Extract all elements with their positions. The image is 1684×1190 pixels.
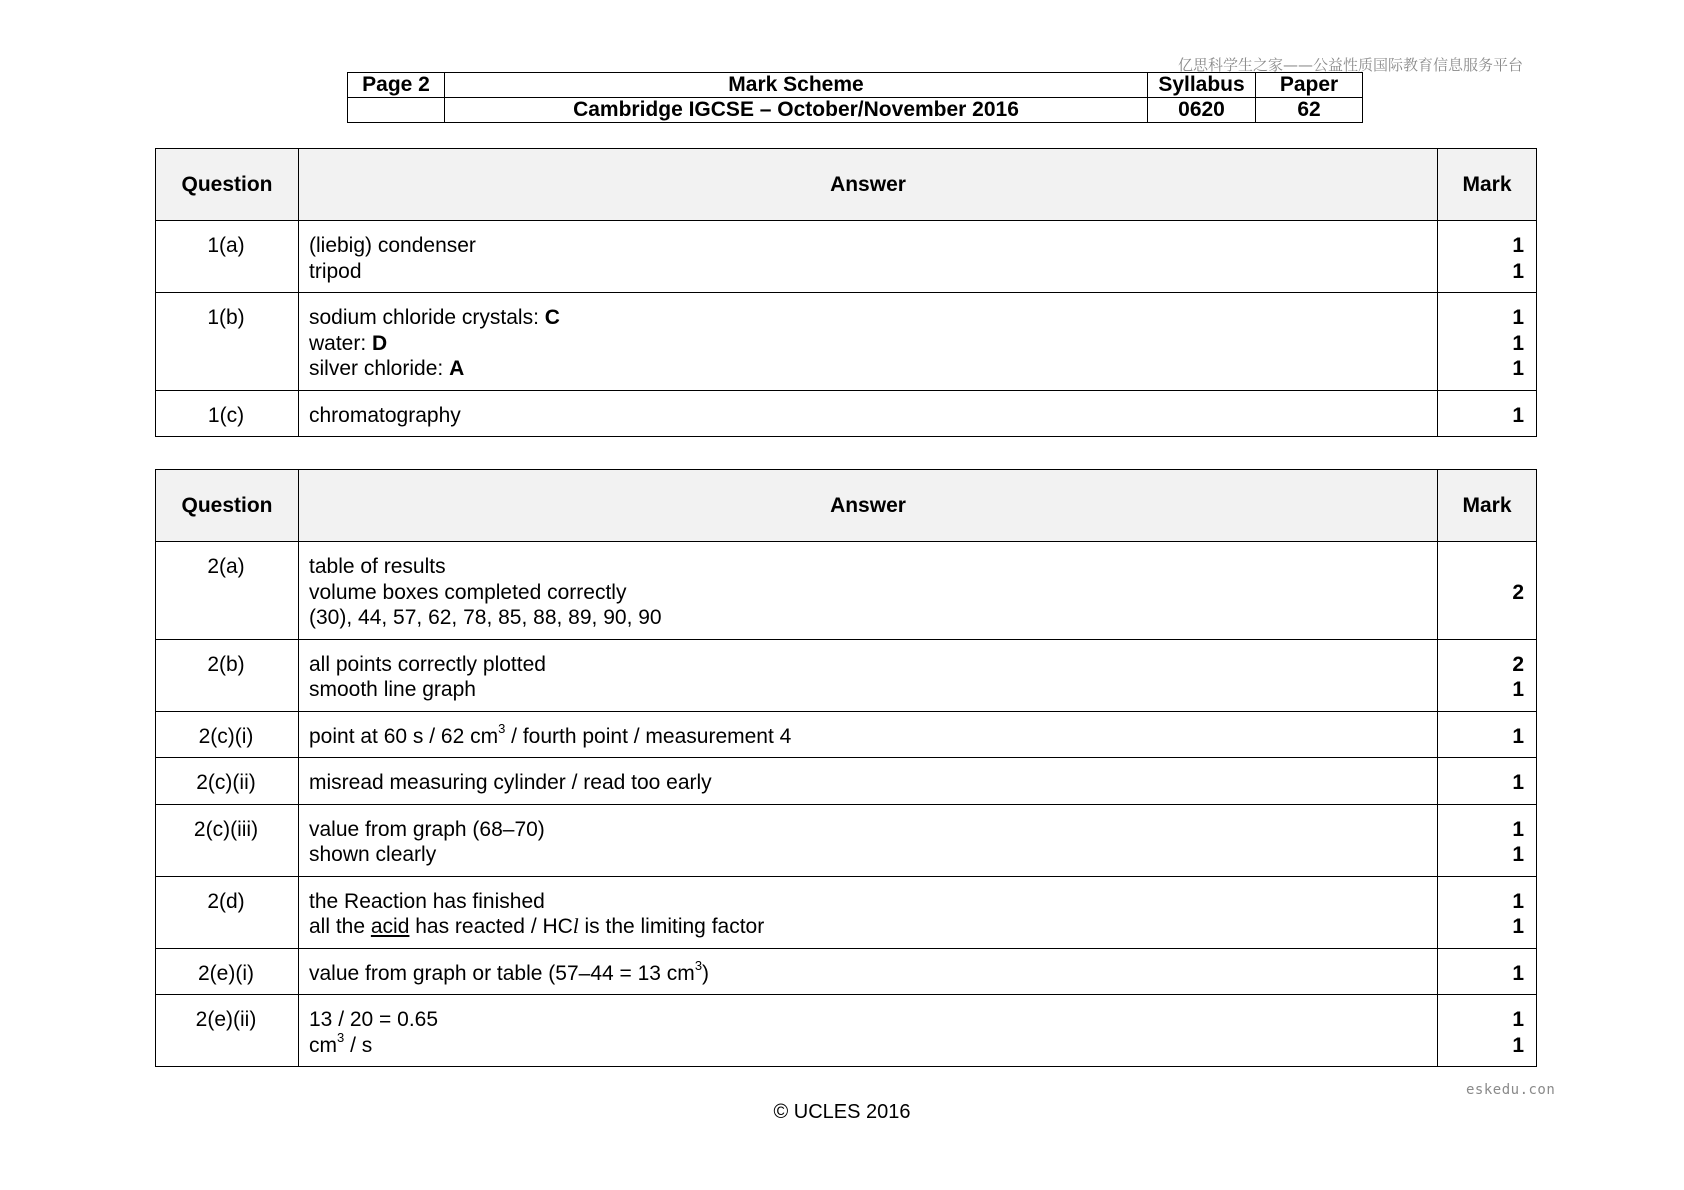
watermark-bottom: eskedu.con [1466,1082,1556,1098]
question-number: 1(a) [156,221,299,293]
mark-scheme-table-1 [155,148,1537,437]
answer-text: 13 / 20 = 0.65 [309,1008,439,1031]
mark-value: 1 [1512,357,1524,380]
answer-cell [299,804,1438,876]
syllabus-code: 0620 [1148,98,1256,123]
mark-value: 1 [1512,259,1524,283]
answer-cell [299,711,1438,758]
mark-cell [1438,221,1537,293]
answer-text: all points correctly plotted [309,652,546,676]
question-number: 2(c)(ii) [156,758,299,805]
answer-text: 3 [694,957,703,973]
answer-text: sodium chloride crystals: [309,306,545,329]
answer-text: acid [370,915,410,938]
answer-line [309,331,1425,357]
answer-cell [299,639,1438,711]
answer-line [309,403,1425,429]
answer-cell [299,221,1438,293]
answer-text: 3 [337,1029,345,1045]
mark-value: 1 [1512,1008,1524,1031]
mark-value: 1 [1512,234,1524,257]
answer-text: value from graph or table (57–44 = 13 cm [309,961,695,985]
question-number: 2(d) [156,876,299,948]
answer-text: (liebig) condenser [309,234,476,257]
answer-line [309,356,1425,382]
mark-scheme-table-2 [155,469,1537,1067]
answer-text: (30), 44, 57, 62, 78, 85, 88, 89, 90, 90 [309,606,662,629]
question-number: 2(b) [156,639,299,711]
document-subtitle: Cambridge IGCSE – October/November 2016 [445,98,1148,123]
syllabus-label: Syllabus [1148,73,1256,98]
answer-line [309,1007,1425,1033]
answer-line [309,233,1425,259]
answer-line [309,720,1425,750]
answer-text: cm [309,1033,337,1057]
answer-text: A [449,357,465,380]
paper-code: 62 [1256,98,1363,123]
answer-line [309,770,1425,796]
table-row [156,711,1537,758]
answer-line [309,652,1425,678]
answer-line [309,259,1425,285]
answer-text: smooth line graph [309,678,476,701]
answer-text: D [372,331,388,355]
answer-line [309,580,1425,606]
mark-cell [1438,711,1537,758]
table-row [156,804,1537,876]
answer-text: value from graph (68–70) [309,817,545,841]
answer-line [309,1029,1425,1059]
mark-value: 2 [1512,652,1524,676]
mark-value: 1 [1512,843,1524,866]
question-number: 1(c) [156,390,299,437]
answer-text: C [544,306,560,329]
mark-cell [1438,995,1537,1067]
answer-text: table of results [309,555,446,578]
mark-cell [1438,758,1537,805]
mark-value: 1 [1512,771,1524,794]
paper-label: Paper [1256,73,1363,98]
answer-text: silver chloride: [309,357,450,380]
answer-cell [299,758,1438,805]
mark-cell [1438,948,1537,995]
answer-text: water: [309,331,373,355]
answer-line [309,842,1425,868]
document-title: Mark Scheme [445,73,1148,98]
answer-line [309,889,1425,915]
mark-value: 1 [1512,403,1524,427]
answer-text: volume boxes completed correctly [309,580,627,604]
answer-text: all the [309,915,371,938]
mark-cell [1438,639,1537,711]
mark-value: 1 [1512,678,1524,701]
answer-text: tripod [309,259,362,283]
mark-cell [1438,804,1537,876]
column-header-mark: Mark [1438,470,1537,542]
table-row [156,995,1537,1067]
answer-text: the Reaction has finished [309,889,545,913]
table-row [156,948,1537,995]
answer-line [309,957,1425,987]
question-number: 2(a) [156,542,299,640]
answer-text: has reacted / HC [409,915,573,938]
column-header-answer: Answer [299,470,1438,542]
mark-value [1448,554,1524,580]
answer-text: 3 [498,720,506,736]
watermark-top: 亿思科学生之家——公益性质国际教育信息服务平台 [1178,56,1524,74]
answer-text: chromatography [309,403,461,427]
mark-value: 1 [1512,306,1524,329]
table-row [156,221,1537,293]
mark-cell [1438,876,1537,948]
question-number: 1(b) [156,293,299,391]
mark-value: 1 [1512,817,1524,841]
answer-cell [299,542,1438,640]
mark-value: 1 [1512,961,1524,985]
table-row [156,390,1537,437]
column-header-answer: Answer [299,149,1438,221]
answer-text: / fourth point / measurement 4 [505,724,792,748]
table-row [156,876,1537,948]
answer-cell [299,390,1438,437]
answer-text: shown clearly [309,843,437,866]
mark-value: 1 [1512,889,1524,913]
mark-value: 1 [1512,331,1524,355]
table-row [156,542,1537,640]
answer-cell [299,876,1438,948]
mark-value: 1 [1512,915,1524,938]
mark-value: 1 [1512,724,1524,748]
answer-line [309,817,1425,843]
mark-value: 1 [1512,1033,1524,1057]
mark-cell [1438,542,1537,640]
page-number: Page 2 [348,73,445,98]
question-number: 2(c)(iii) [156,804,299,876]
answer-text: ) [702,961,710,985]
question-number: 2(e)(i) [156,948,299,995]
answer-text: misread measuring cylinder / read too early [309,771,712,794]
answer-line [309,554,1425,580]
answer-text: / s [344,1033,373,1057]
table-row [156,639,1537,711]
mark-value [1448,605,1524,631]
table-row [156,758,1537,805]
answer-line [309,605,1425,631]
mark-value: 2 [1512,580,1524,604]
answer-line [309,677,1425,703]
answer-text: l [572,914,579,938]
question-number: 2(e)(ii) [156,995,299,1067]
mark-cell [1438,390,1537,437]
header-table [347,72,1363,123]
answer-line [309,305,1425,331]
copyright-footer: © UCLES 2016 [773,1101,911,1123]
page-number-blank [348,98,445,123]
column-header-question: Question [156,149,299,221]
answer-text: point at 60 s / 62 cm [309,724,499,748]
question-number: 2(c)(i) [156,711,299,758]
table-row [156,293,1537,391]
answer-line [309,914,1425,940]
answer-text: is the limiting factor [578,915,765,938]
answer-cell [299,293,1438,391]
answer-cell [299,948,1438,995]
mark-cell [1438,293,1537,391]
answer-cell [299,995,1438,1067]
column-header-question: Question [156,470,299,542]
column-header-mark: Mark [1438,149,1537,221]
